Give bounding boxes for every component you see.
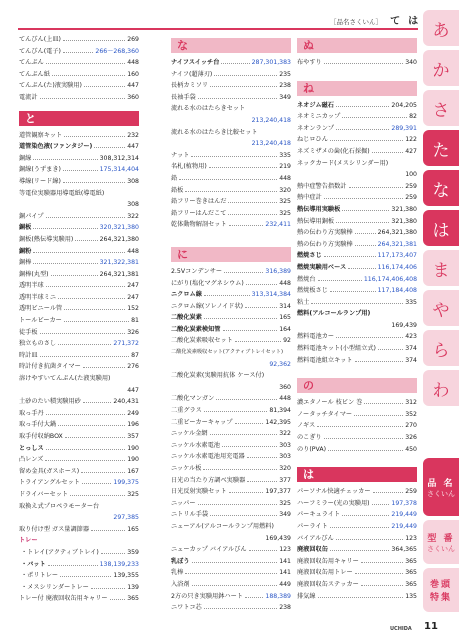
kana-tab-bar bbox=[423, 10, 459, 410]
list-item: ドライバーセット 325 bbox=[19, 490, 139, 498]
list-item: ニワトコ芯 238 bbox=[171, 604, 291, 612]
list-item: トレー bbox=[19, 537, 38, 545]
list-item: ・ポリトレー 139,355 bbox=[21, 572, 139, 580]
list-item: 二重ビーカーキャップ 142,395 bbox=[171, 418, 291, 426]
list-item-pages: 213,240,418 bbox=[251, 116, 291, 124]
list-item: ・メスシリンダートレー 139 bbox=[21, 583, 139, 591]
list-item: ・バット 138,139,233 bbox=[21, 560, 139, 568]
list-item: パーライト 219,449 bbox=[297, 523, 417, 530]
list-item: 導線(リード線) 308 bbox=[19, 177, 139, 185]
list-item: 乳ぼう 141 bbox=[171, 557, 291, 565]
list-item: 鉛フリーはんだこて 325 bbox=[171, 209, 291, 217]
list-item: 銅線(うずまき) 175,314,404 bbox=[19, 166, 139, 174]
list-item-pages: 213,240,418 bbox=[251, 140, 291, 148]
list-item: 透明ビニール管 152 bbox=[19, 305, 139, 313]
page-header bbox=[330, 12, 418, 27]
list-item: 二酸化炭素吸収セット(アクティブトレイセット) bbox=[171, 349, 283, 356]
list-item: 道管染色液(ファンタジー) 447 bbox=[19, 143, 139, 151]
tab-ma[interactable]: ま bbox=[423, 250, 459, 286]
list-item: ニトリル手袋 349 bbox=[171, 511, 291, 519]
list-item: ニクロム線 313,314,384 bbox=[171, 291, 291, 299]
list-item: 溶けやすいてんぷん(た液実験用) bbox=[19, 375, 111, 383]
list-item: 凸レンズ 190 bbox=[19, 456, 139, 464]
list-item: のり(PVA) 450 bbox=[297, 445, 417, 453]
list-item: 日光反射実験セット 197,377 bbox=[171, 488, 291, 496]
list-item: 二酸化マンガン 448 bbox=[171, 395, 291, 403]
list-item: 熱伝導用実験板 321,380 bbox=[297, 205, 417, 213]
section-heading-nu: ぬ bbox=[297, 38, 417, 53]
list-item: 熱中症警告指数計 259 bbox=[297, 182, 417, 190]
list-item: 時計皿 87 bbox=[19, 351, 139, 359]
tab-model-index-label: 型 番 bbox=[427, 533, 455, 544]
tab-ka[interactable]: か bbox=[423, 50, 459, 86]
list-item-pages: 169,439 bbox=[391, 321, 417, 329]
list-item: パーキュライト 219,449 bbox=[297, 511, 417, 519]
list-item: 燃焼板さじ 117,184,408 bbox=[297, 287, 417, 295]
tab-model-index-sub: さくいん bbox=[427, 544, 455, 553]
list-item: 二酸化炭素検知管 164 bbox=[171, 325, 291, 333]
list-item: トレー付 廃液回収缶用キャリー 365 bbox=[19, 595, 139, 603]
list-item: 二酸化炭素(実験用抗体 ケース付) bbox=[171, 372, 265, 380]
list-item: ニッパー 325 bbox=[171, 499, 291, 507]
list-item: 透明半球ミニ 247 bbox=[19, 293, 139, 301]
tab-product-index-label: 品 名 bbox=[427, 478, 455, 489]
list-item: 道管観察キット 232 bbox=[19, 131, 139, 139]
list-item: 燃料(アルコールランプ用) bbox=[297, 310, 371, 318]
list-item: 2.5Vコンデンサー 316,389 bbox=[171, 267, 291, 275]
list-item: 土砂のたい積実験用砂 240,431 bbox=[19, 398, 139, 406]
tab-ha[interactable]: は bbox=[423, 210, 459, 246]
list-item: 長袖手袋 349 bbox=[171, 93, 291, 101]
index-column-3 bbox=[297, 34, 417, 602]
tab-ya[interactable]: や bbox=[423, 290, 459, 326]
list-item-pages: 297,385 bbox=[113, 514, 139, 522]
list-item: 鉛フリー巻きはんだ 325 bbox=[171, 198, 291, 206]
list-item: 長柄カミソリ 238 bbox=[171, 82, 291, 90]
list-item: 熱中症計 259 bbox=[297, 194, 417, 202]
list-item: ネオンランプ 289,391 bbox=[297, 124, 417, 132]
list-item: 留め金具(ガスホース) 167 bbox=[19, 467, 139, 475]
list-item: ネオミニカップ 82 bbox=[297, 113, 417, 121]
header-kana-end: は bbox=[408, 16, 419, 27]
list-item: 取っ手付大鍋 196 bbox=[19, 421, 139, 429]
list-item: ネオジム磁石 204,205 bbox=[297, 101, 417, 109]
list-item: ノータッチタイマー 352 bbox=[297, 410, 417, 418]
section-heading-ha: は bbox=[297, 467, 417, 482]
list-item: ニッケル板 320 bbox=[171, 465, 291, 472]
list-item: 燃料電池カー 423 bbox=[297, 333, 417, 341]
brand-logo: UCHIDA bbox=[390, 626, 412, 632]
list-item: のこぎり 326 bbox=[297, 434, 417, 442]
list-item: 熱の伝わり方実験棒 264,321,381 bbox=[297, 240, 417, 248]
list-item: 燃料電池キット(小型組立式) 374 bbox=[297, 345, 417, 353]
list-item: ニッケル金網 322 bbox=[171, 430, 291, 438]
list-item: ノギス 270 bbox=[297, 422, 417, 430]
list-item: 取換え式プロペラモーター台 bbox=[19, 502, 100, 510]
tab-product-index-sub: さくいん bbox=[427, 489, 455, 498]
page-number: 11 bbox=[424, 621, 438, 632]
list-item-pages: 100 bbox=[405, 171, 417, 179]
header-label: ［品名さくいん］ bbox=[330, 18, 382, 26]
list-item-pages: 447 bbox=[127, 386, 139, 394]
tab-sa[interactable]: さ bbox=[423, 90, 459, 126]
section-heading-ne: ね bbox=[297, 81, 417, 96]
tab-wa[interactable]: わ bbox=[423, 370, 459, 406]
list-item: パーソナル快適チェッカー 259 bbox=[297, 488, 417, 496]
list-item: 廃液回収缶用トレー 365 bbox=[297, 569, 417, 577]
list-item: 等電位実験器用導電紙(導電紙) bbox=[19, 189, 105, 197]
list-item: 熱の伝わり方実験棒 264,321,380 bbox=[297, 229, 417, 237]
tab-feature[interactable] bbox=[423, 568, 459, 612]
list-item: 取っ手丹 249 bbox=[19, 409, 139, 417]
index-column-1 bbox=[19, 34, 139, 605]
list-item: にがり(塩化マグネシウム) 448 bbox=[171, 279, 291, 287]
list-item: 銅棒 321,322,381 bbox=[19, 259, 139, 267]
list-item: てんぷん紙 160 bbox=[19, 70, 139, 78]
list-item: ねじロひん 122 bbox=[297, 136, 417, 144]
list-item: 燃焼実験用ベース 116,174,406 bbox=[297, 263, 417, 271]
tab-product-index[interactable] bbox=[423, 458, 459, 516]
list-item: 日光の当たり方調べ実験器 377 bbox=[171, 476, 291, 484]
list-item: ネックカード(メスシリンダー用) bbox=[297, 159, 389, 167]
list-item: 乳棒 141 bbox=[171, 569, 291, 577]
list-item: 電流計 360 bbox=[19, 93, 139, 101]
list-item: てんびん(上皿) 269 bbox=[19, 36, 139, 43]
list-item: 2方の只き実験用鉢ハート 188,389 bbox=[171, 592, 291, 600]
list-item-pages: 92,362 bbox=[269, 360, 291, 368]
tab-a[interactable]: あ bbox=[423, 10, 459, 46]
list-item: トライアングルセット 199,375 bbox=[19, 479, 139, 487]
list-item: 二酸化炭素 165 bbox=[171, 314, 291, 322]
list-item: バイアルびん 123 bbox=[297, 534, 417, 542]
list-item: 廃液回収缶用キャリー 365 bbox=[297, 557, 417, 565]
list-item-pages: 308 bbox=[127, 201, 139, 209]
list-item: 流れる水のはたらき比較セット bbox=[171, 128, 258, 136]
list-item: 鉛 448 bbox=[171, 174, 291, 182]
list-item: ナイフスイッチ台 287,301,383 bbox=[171, 59, 291, 66]
list-item: 流れる水のはたらきセット bbox=[171, 105, 246, 113]
tab-na[interactable]: な bbox=[423, 170, 459, 206]
list-item: トールビーカー 81 bbox=[19, 317, 139, 325]
list-item: 取手付収納BOX 357 bbox=[19, 433, 139, 440]
list-item: ニューカップ バイアルびん 123 bbox=[171, 546, 291, 554]
list-item: 熱伝導用銅板 321,380 bbox=[297, 217, 417, 225]
list-item: てんぷん(た)液実験用) 447 bbox=[19, 82, 139, 90]
list-item: てんびん(電子) 266～268,360 bbox=[19, 47, 139, 55]
tab-ra[interactable]: ら bbox=[423, 330, 459, 366]
list-item: 名札(植物用) 219 bbox=[171, 163, 291, 171]
list-item: 銅板 320,321,380 bbox=[19, 224, 139, 232]
header-kana-start: て bbox=[390, 16, 401, 27]
list-item: 二酸化炭素吸収セット 92 bbox=[171, 337, 291, 345]
tab-model-index[interactable] bbox=[423, 520, 459, 564]
list-item: 銅線 308,312,314 bbox=[19, 154, 139, 162]
list-item: ナット 335 bbox=[171, 151, 291, 159]
list-item: ナイフ(超薄刃) 235 bbox=[171, 70, 291, 78]
list-item: 銅粉 448 bbox=[19, 247, 139, 255]
list-item: 銅棒(丸型) 264,321,381 bbox=[19, 270, 139, 278]
list-item: 燃焼さじ 117,173,407 bbox=[297, 252, 417, 260]
list-item: 銅パイプ 322 bbox=[19, 212, 139, 220]
list-item: てんぷん 448 bbox=[19, 59, 139, 67]
list-item: ニクロム線(ソレノイド状) 314 bbox=[171, 302, 291, 310]
list-item: 燃料電池組立キット 374 bbox=[297, 356, 417, 364]
list-item: 排気線 135 bbox=[297, 592, 417, 600]
list-item: 独立ものさし 271,372 bbox=[19, 340, 139, 348]
list-item: 二重グラス 81,394 bbox=[171, 407, 291, 415]
tab-ta[interactable]: た bbox=[423, 130, 459, 166]
list-item: 鉛板 320 bbox=[171, 186, 291, 194]
list-item: 時計付き抗菌タイマー 276 bbox=[19, 363, 139, 371]
list-item: ニューアル(アルコールランプ用燃料) bbox=[171, 522, 274, 530]
section-heading-na: な bbox=[171, 38, 291, 53]
list-item: 燃焼台 116,174,406,408 bbox=[297, 275, 417, 283]
section-heading-no: の bbox=[297, 378, 417, 393]
list-item: ニッケル水素電池用充電器 303 bbox=[171, 453, 291, 461]
list-item: ハーフミラー(光の実験用) 197,378 bbox=[297, 499, 417, 507]
list-item: ネズミザメの歯(化石採掘) 427 bbox=[297, 147, 417, 155]
section-heading-ni: に bbox=[171, 247, 291, 262]
list-item: 入浴剤 449 bbox=[171, 580, 291, 588]
list-item: 透明半球 247 bbox=[19, 282, 139, 290]
section-heading-to: と bbox=[19, 111, 139, 126]
list-item: 銅板(熱伝導実験用) 264,321,380 bbox=[19, 235, 139, 243]
list-item-pages: 360 bbox=[279, 383, 291, 391]
list-item: ニッケル水素電池 303 bbox=[171, 441, 291, 449]
list-item: 廃液回収缶ステッカー 365 bbox=[297, 580, 417, 588]
list-item: 濃エタノール 枝ビン 巻 312 bbox=[297, 399, 417, 407]
tab-feature-label: 巻頭 bbox=[429, 580, 452, 590]
index-column-2 bbox=[171, 34, 291, 614]
list-item: 粘土 335 bbox=[297, 298, 417, 306]
list-item: ・トレイ(アクティブトレイ) 359 bbox=[21, 548, 139, 556]
tab-feature-sub: 特集 bbox=[429, 593, 452, 603]
list-item: 乾体動物解剖セット 232,411 bbox=[171, 221, 291, 229]
header-rule bbox=[18, 28, 418, 30]
list-item: 取り付け型 ガス量調節器 165 bbox=[19, 525, 139, 533]
list-item-pages: 169,439 bbox=[265, 534, 291, 542]
list-item: 布やすり 340 bbox=[297, 59, 417, 66]
list-item: とっしス 190 bbox=[19, 444, 139, 452]
list-item: 徒手板 326 bbox=[19, 328, 139, 336]
list-item: 廃液回収缶 364,365 bbox=[297, 546, 417, 554]
